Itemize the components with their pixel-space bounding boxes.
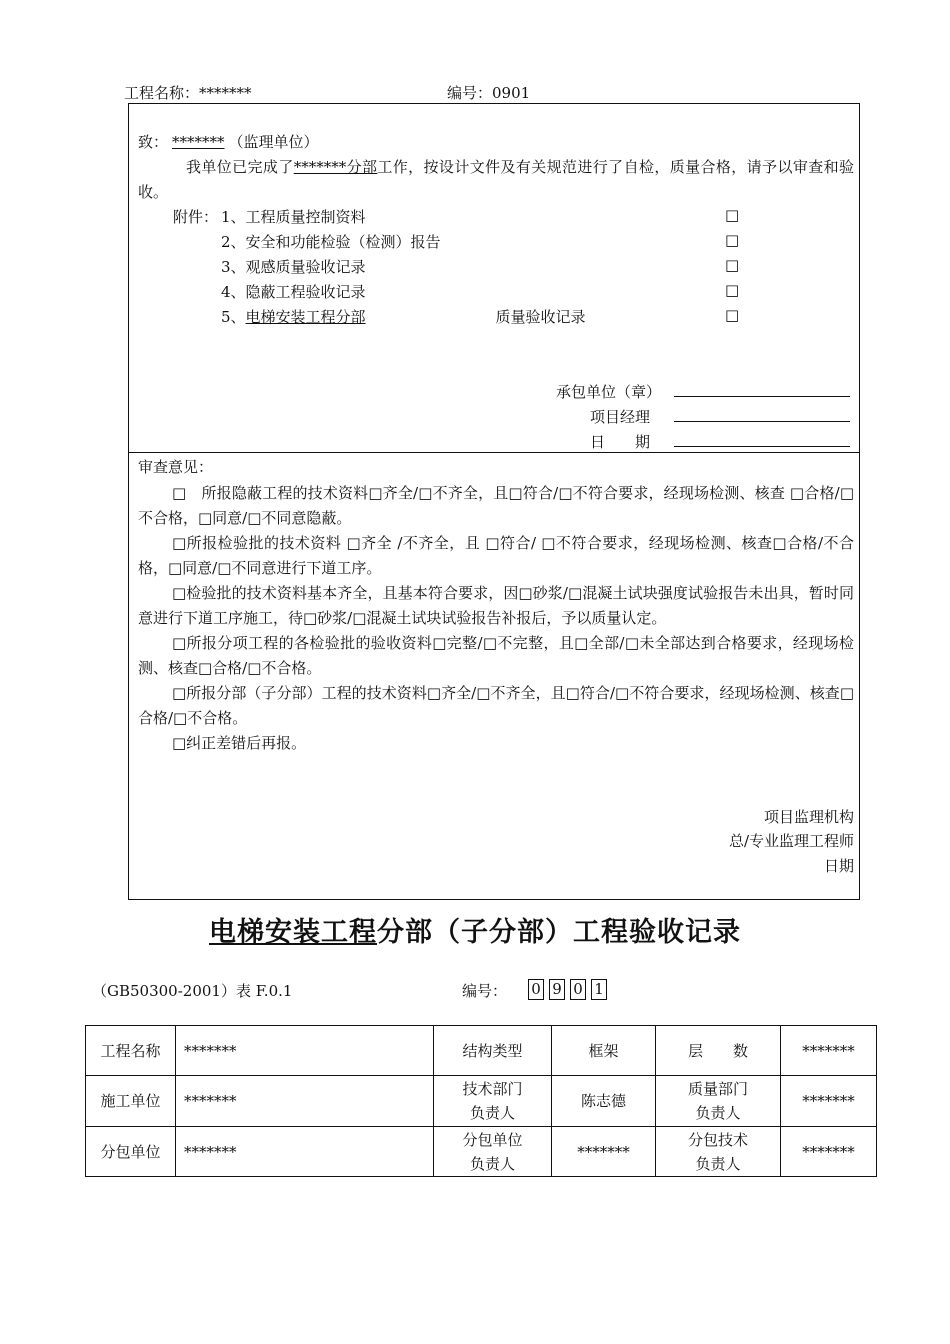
attachment-2: 2、安全和功能检验（检测）报告 — [221, 233, 441, 251]
cell-subcontractor: ******* — [176, 1127, 434, 1177]
attachments-label: 附件： — [173, 208, 219, 226]
record-number-label: 编号： — [462, 982, 508, 1000]
addressee-line — [138, 131, 319, 152]
cell-contractor: ******* — [176, 1076, 434, 1127]
addressee-name: ******* — [172, 133, 225, 151]
number-digit: 0 — [570, 979, 586, 1000]
cell-quality-head-label: 质量部门 负责人 — [656, 1076, 781, 1127]
cell-structure-label: 结构类型 — [434, 1026, 552, 1076]
table-row — [86, 1076, 877, 1127]
record-number-boxes — [528, 979, 612, 1000]
work-name: *******分部 — [293, 158, 378, 176]
review-item-3: □检验批的技术资料基本齐全，且基本符合要求，因□砂浆/□混凝土试块强度试验报告未出具，暂时同意进行下道工序施工，待□砂浆/□混凝土试块试验报告补报后，予以质量认定。 — [138, 584, 854, 627]
review-date: 日期 — [823, 857, 854, 875]
review-item-1: □ 所报隐蔽工程的技术资料□齐全/□不齐全，且□符合/□不符合要求，经现场检测、核查 □合格/□不合格，□同意/□不同意隐蔽。 — [138, 484, 854, 527]
review-title: 审查意见： — [138, 458, 214, 476]
review-item-2: □所报检验批的技术资料 □齐全 /不齐全，且 □符合/ □不符合要求，经现场检测、核查□合格/不合格，□同意/□不同意进行下道工序。 — [138, 534, 854, 577]
cell-subcontractor-label: 分包单位 — [86, 1127, 176, 1177]
attachment-1-checkbox[interactable]: □ — [725, 206, 740, 224]
attachment-3: 3、观感质量验收记录 — [221, 258, 366, 276]
manager-signature-line — [674, 421, 850, 422]
contractor-label: 承包单位（章） — [556, 383, 662, 401]
cell-sub-head-label: 分包单位 负责人 — [434, 1127, 552, 1177]
attachment-4: 4、隐蔽工程验收记录 — [221, 283, 366, 301]
record-title: 电梯安装工程分部（子分部）工程验收记录 — [209, 917, 741, 948]
date-label: 日 期 — [590, 433, 651, 451]
attachment-3-checkbox[interactable]: □ — [725, 256, 740, 274]
cell-project-name-label: 工程名称 — [86, 1026, 176, 1076]
cell-sub-tech-head-label: 分包技术 负责人 — [656, 1127, 781, 1177]
attachment-2-checkbox[interactable]: □ — [725, 231, 740, 249]
number-digit: 0 — [528, 979, 544, 1000]
number-digit: 1 — [591, 979, 607, 1000]
cell-tech-head: 陈志德 — [552, 1076, 656, 1127]
manager-label: 项目经理 — [590, 408, 651, 426]
review-item-6: □纠正差错后再报。 — [172, 734, 307, 752]
to-label: 致： — [138, 133, 169, 151]
cell-contractor-label: 施工单位 — [86, 1076, 176, 1127]
attachment-5-checkbox[interactable]: □ — [725, 306, 740, 324]
supervising-engineer: 总/专业监理工程师 — [728, 832, 854, 850]
cell-tech-head-label: 技术部门 负责人 — [434, 1076, 552, 1127]
cell-floors: ******* — [781, 1026, 877, 1076]
cell-floors-label: 层 数 — [656, 1026, 781, 1076]
table-row — [86, 1026, 877, 1076]
attachment-5: 5、电梯安装工程分部 质量验收记录 — [221, 308, 586, 326]
review-item-4: □所报分项工程的各检验批的验收资料□完整/□不完整，且□全部/□未全部达到合格要求，经现场检测、核查□合格/□不合格。 — [138, 634, 854, 677]
standard-code: （GB50300-2001）表 F.0.1 — [92, 982, 293, 1000]
cell-sub-tech-head: ******* — [781, 1127, 877, 1177]
project-name: 工程名称：******* — [124, 84, 252, 102]
section-divider — [128, 452, 860, 453]
contractor-signature-line — [674, 396, 850, 397]
number-digit: 9 — [549, 979, 565, 1000]
review-item-5: □所报分部（子分部）工程的技术资料□齐全/□不齐全，且□符合/□不符合要求，经现场检测、核查□合格/□不合格。 — [138, 684, 854, 727]
document-number: 编号：0901 — [447, 84, 531, 102]
addressee-suffix: （监理单位） — [228, 133, 319, 151]
table-row — [86, 1127, 877, 1177]
attachment-1: 1、工程质量控制资料 — [221, 208, 366, 226]
attachment-5-subject: 电梯安装工程分部 — [245, 308, 366, 326]
cell-structure: 框架 — [552, 1026, 656, 1076]
project-info-table — [85, 1025, 877, 1177]
date-signature-line — [674, 446, 850, 447]
attachment-4-checkbox[interactable]: □ — [725, 281, 740, 299]
supervisor-org: 项目监理机构 — [763, 808, 854, 826]
cell-sub-head: ******* — [552, 1127, 656, 1177]
cell-project-name: ******* — [176, 1026, 434, 1076]
request-body: 我单位已完成了*******分部工作，按设计文件及有关规范进行了自检，质量合格，请予以审查和验收。 — [138, 158, 854, 201]
cell-quality-head: ******* — [781, 1076, 877, 1127]
